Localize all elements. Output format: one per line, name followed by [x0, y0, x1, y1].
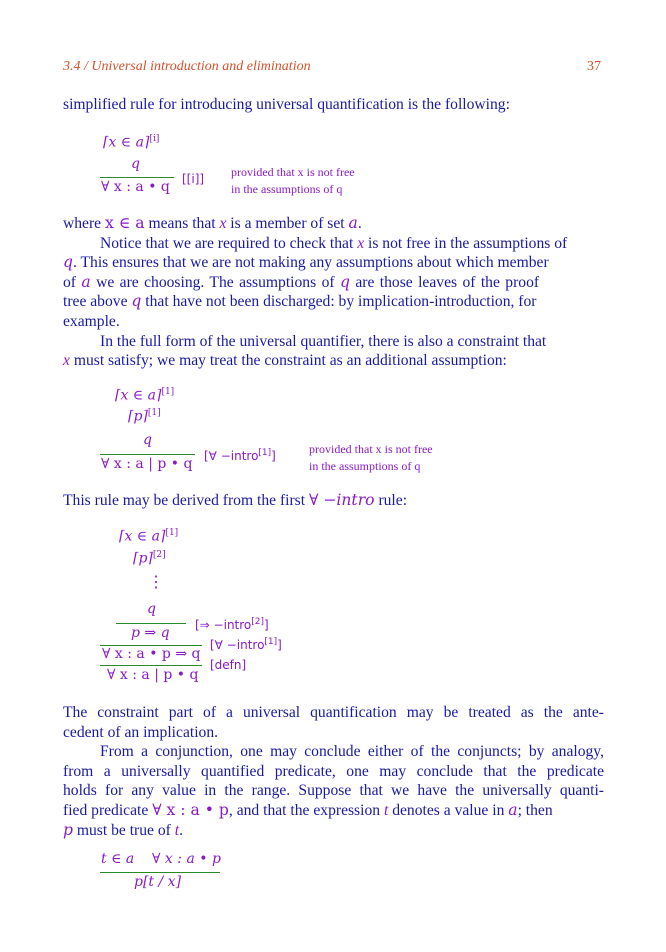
- text-line: fied predicate ∀ x : a • p, and that the expression t denotes a value in a; then: [63, 800, 553, 819]
- rule2-side-note: provided that x is not free in the assumptions of q: [309, 442, 433, 473]
- text-line: q. This ensures that we are not making any assumptions about which member: [63, 253, 549, 272]
- rule3-bar-3: [100, 665, 202, 666]
- paragraph-intro: [63, 95, 604, 115]
- text-line: This rule may be derived from the first ∀ −intro rule:: [63, 491, 408, 509]
- text-line: The constraint part of a universal quantification may be treated as the ante-: [63, 704, 604, 721]
- text-line: where x ∈ a means that x is a member of set a.: [63, 214, 362, 232]
- rule4-above: t ∈ a ∀ x : a • p: [101, 851, 221, 867]
- rule1-premise: ⌈x ∈ a⌉[i]: [103, 134, 160, 151]
- running-header: 3.4 / Universal introduction and elimination: [63, 59, 311, 74]
- text-line: p must be true of t.: [63, 820, 184, 839]
- text-line: holds for any value in the range. Suppose that we have the universally quanti-: [63, 782, 604, 800]
- rule3-step-4: ∀ x : a | p • q: [107, 667, 199, 683]
- rule2-below: ∀ x : a | p • q: [101, 456, 193, 472]
- rule3-premise-1: ⌈x ∈ a⌉[1]: [119, 528, 179, 545]
- text-line: from a universally quantified predicate, one may conclude that the predicate: [63, 762, 604, 780]
- rule4-bar: [100, 872, 220, 873]
- rule1-label: [[i]]: [182, 172, 205, 186]
- text-line: Notice that we are required to check that x is not free in the assumptions of: [100, 234, 568, 252]
- rule4-below: p[t / x]: [134, 874, 182, 890]
- rule3-premise-2: ⌈p⌉[2]: [133, 550, 166, 567]
- text-line: of a we are choosing. The assumptions of q are those leaves of the proof: [63, 272, 540, 291]
- text-line: example.: [63, 312, 120, 330]
- rule2-bar: [100, 454, 195, 455]
- rule3-step-1: q: [147, 601, 156, 617]
- rule2-label: [∀ −intro[1]]: [204, 448, 276, 463]
- paragraph-notice: [63, 214, 604, 371]
- rule3-step-3: ∀ x : a • p ⇒ q: [102, 646, 201, 662]
- rule2-above: q: [143, 432, 152, 448]
- rule2-premise-2: ⌈p⌉[1]: [128, 408, 161, 425]
- rule1-bar: [100, 177, 174, 178]
- text-line: x must satisfy; we may treat the constraint as an additional assumption:: [63, 352, 507, 370]
- rule3-label-3: [defn]: [210, 658, 247, 672]
- text-line: cedent of an implication.: [63, 723, 219, 741]
- text-line: In the full form of the universal quantifier, there is also a constraint that: [100, 332, 547, 350]
- page-number: 37: [587, 59, 601, 74]
- rule3-label-1: [⇒ −intro[2]]: [195, 617, 269, 632]
- rule3-step-2: p ⇒ q: [131, 625, 170, 641]
- paragraph-constraint: [63, 703, 604, 840]
- rule1-above: q: [131, 156, 140, 172]
- paragraph-derived: [63, 491, 604, 511]
- text-line: simplified rule for introducing universal quantification is the following:: [63, 96, 510, 113]
- text-line: From a conjunction, one may conclude either of the conjuncts; by analogy,: [100, 743, 604, 761]
- rule3-label-2: [∀ −intro[1]]: [210, 637, 282, 652]
- rule1-side-note: provided that x is not free in the assumptions of q: [231, 165, 355, 196]
- rule3-ellipsis: ⋮: [148, 572, 164, 591]
- rule3-bar-1: [116, 623, 186, 624]
- rule2-premise-1: ⌈x ∈ a⌉[1]: [115, 387, 175, 404]
- text-line: tree above q that have not been discharged: by implication-introduction, for: [63, 292, 537, 311]
- rule1-below: ∀ x : a • q: [101, 179, 170, 195]
